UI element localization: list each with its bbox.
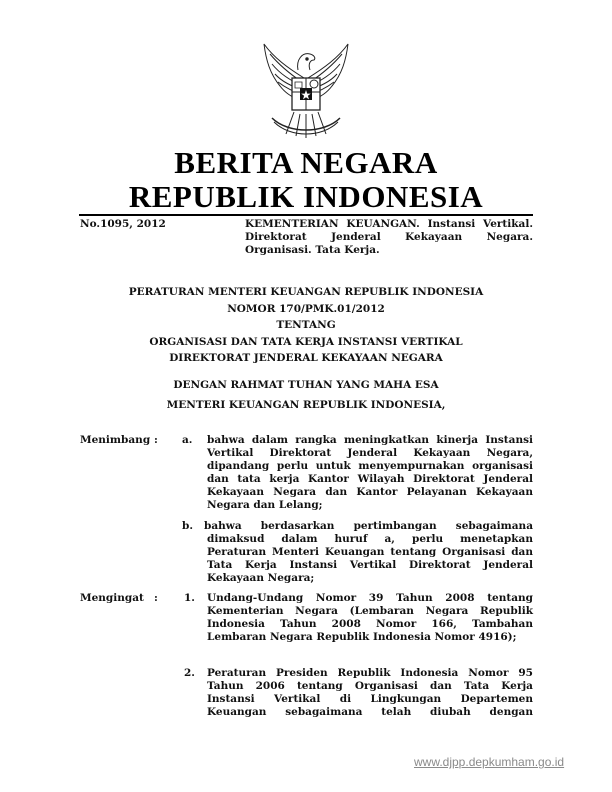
text-line: dimaksud dalam huruf a, perlu menetapkan [207,533,533,545]
publication-number: No.1095, 2012 [80,218,166,230]
menimbang-label: Menimbang [80,434,151,446]
text-line: Negara dan Lelang; [207,499,323,511]
menimbang-marker-a: a. [182,434,193,446]
mengingat-label: Mengingat [80,592,144,604]
text-line: Lembaran Negara Republik Indonesia Nomor 4916); [207,631,517,643]
regulation-title-line1: ORGANISASI DAN TATA KERJA INSTANSI VERTIKAL [149,335,463,348]
text-line: Vertikal Direktorat Jenderal Kekayaan Negara, [207,447,533,459]
text-line: Tahun 2006 tentang Organisasi dan Tata Kerja [207,680,533,692]
text-line: Undang-Undang Nomor 39 Tahun 2008 tentang [207,592,533,604]
preamble-authority: MENTERI KEUANGAN REPUBLIK INDONESIA, [166,399,446,411]
mengingat-marker-1: 1. [184,592,195,604]
text-line: Kekayaan Negara; [207,572,315,584]
publication-title: BERITA NEGARA [174,145,438,180]
regulation-heading [0,284,612,367]
preamble-invocation: DENGAN RAHMAT TUHAN YANG MAHA ESA [173,379,439,391]
menimbang-colon: : [154,434,158,446]
mengingat-item-2 [207,667,533,719]
text-line: bahwa berdasarkan pertimbangan sebagaimana [204,520,533,532]
text-line: dipandang perlu untuk menyempurnakan organisasi [207,460,533,472]
text-line: Instansi Vertikal di Lingkungan Departemen [207,693,533,705]
menimbang-item-b [204,520,533,585]
publication-subject: KEMENTERIAN KEUANGAN. Instansi Vertikal. Direktorat Jenderal Kekayaan Negara. Organisasi. Tata Kerja. [245,218,533,256]
regulation-number: NOMOR 170/PMK.01/2012 [227,302,385,315]
regulation-title-line2: DIREKTORAT JENDERAL KEKAYAAN NEGARA [169,352,443,364]
text-line: Indonesia Tahun 2008 Nomor 166, Tambahan [207,618,533,630]
menimbang-item-a [207,434,533,512]
menimbang-marker-b: b. [182,520,193,532]
regulation-about-label: TENTANG [276,319,336,331]
mengingat-item-1 [207,592,533,644]
text-line: Keuangan sebagaimana telah diubah dengan [207,706,533,718]
text-line: Peraturan Menteri Keuangan tentang Organisasi dan [207,546,533,558]
publication-subtitle: REPUBLIK INDONESIA [128,179,484,214]
mengingat-marker-2: 2. [184,667,195,679]
regulation-issuer: PERATURAN MENTERI KEUANGAN REPUBLIK INDONESIA [128,286,484,298]
text-line: Kekayaan Negara dan Kantor Pelayanan Kekayaan [207,486,533,498]
garuda-pancasila-emblem-icon [258,38,354,146]
header-divider [79,214,533,216]
mengingat-colon: : [154,592,158,604]
text-line: bahwa dalam rangka meningkatkan kinerja Instansi [207,434,533,446]
text-line: Peraturan Presiden Republik Indonesia Nomor 95 [207,667,533,679]
text-line: Tata Kerja Instansi Vertikal Direktorat Jenderal [207,559,533,571]
footer-website-link[interactable]: www.djpp.depkumham.go.id [414,755,565,769]
text-line: Kementerian Negara (Lembaran Negara Republik [207,605,533,617]
text-line: dan tata kerja Kantor Wilayah Direktorat Jenderal [207,473,533,485]
preamble-heading [0,375,612,415]
